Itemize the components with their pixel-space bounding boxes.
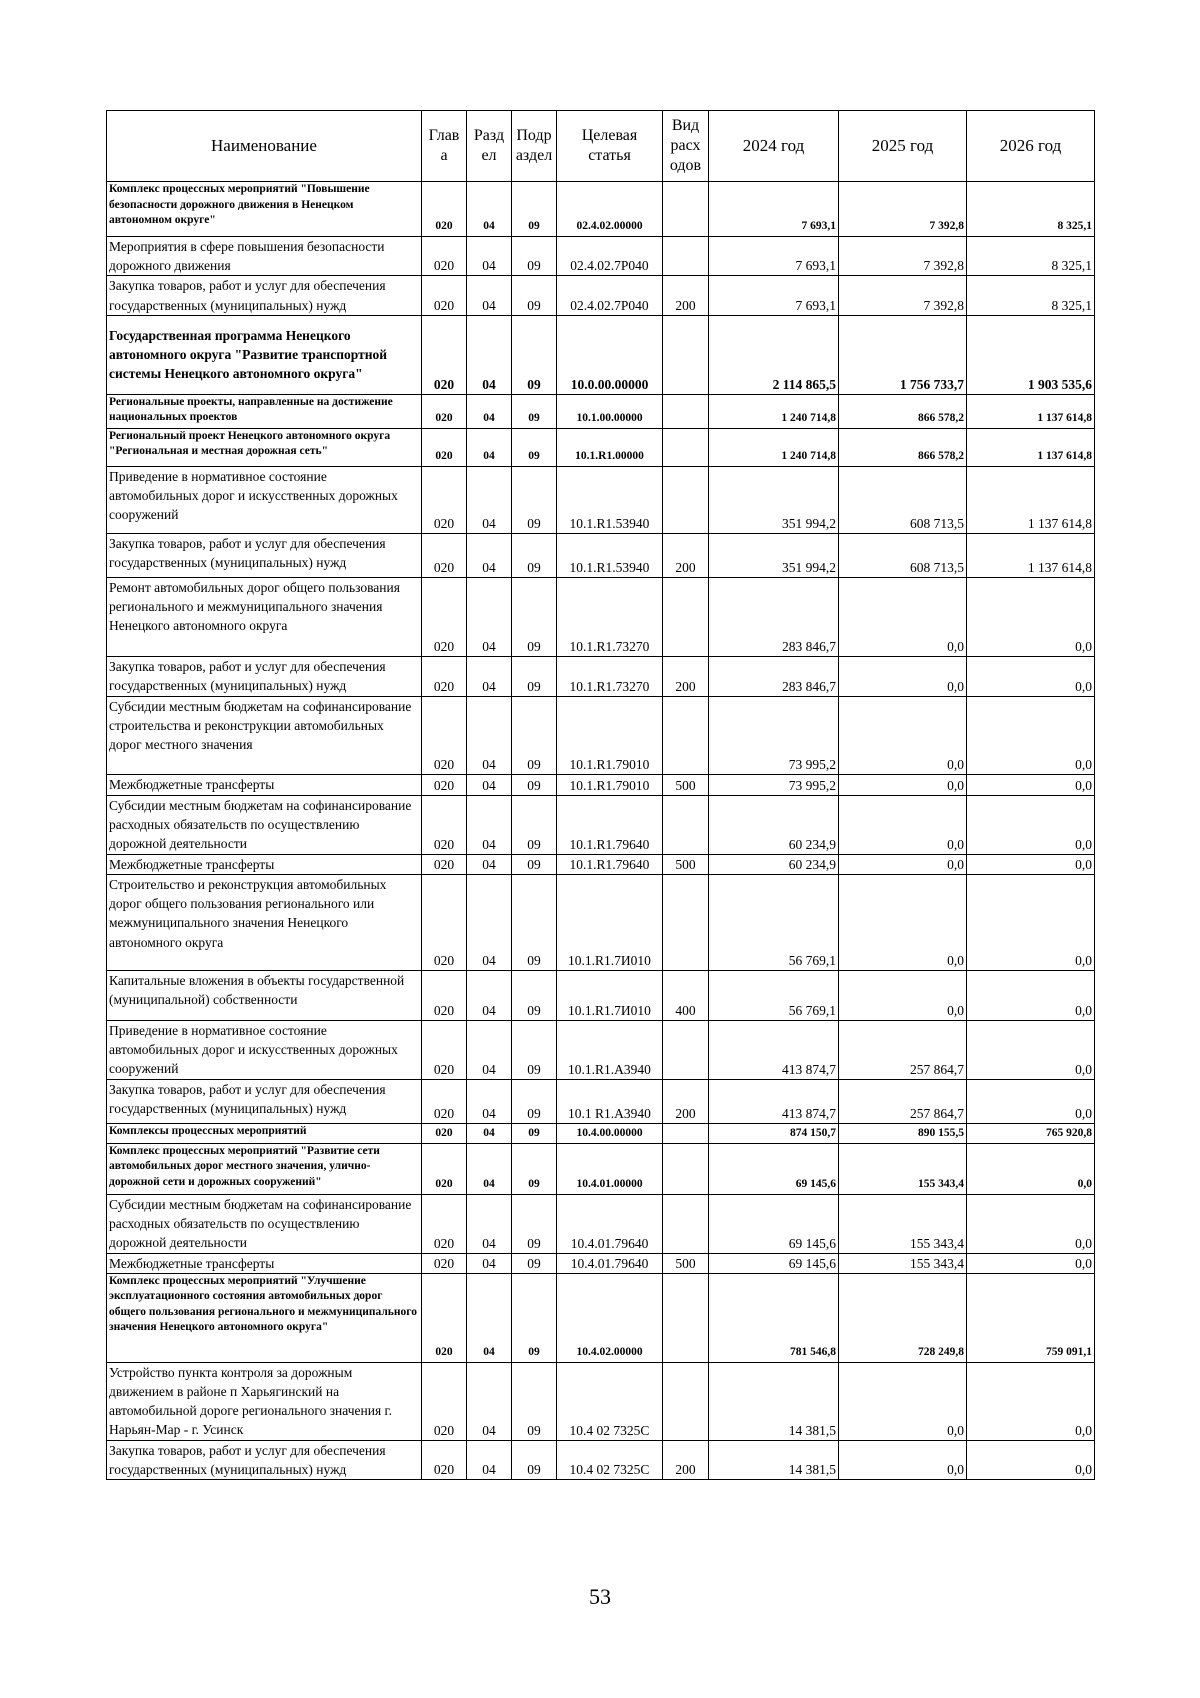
header-2024: 2024 год xyxy=(709,111,839,182)
row-2025: 7 392,8 xyxy=(839,237,967,276)
row-glava: 020 xyxy=(422,428,467,466)
row-2025: 728 249,8 xyxy=(839,1273,967,1362)
row-podrazdel: 09 xyxy=(512,1362,557,1440)
row-podrazdel: 09 xyxy=(512,1123,557,1143)
row-2025: 155 343,4 xyxy=(839,1194,967,1253)
row-podrazdel: 09 xyxy=(512,466,557,533)
header-name: Наименование xyxy=(107,111,422,182)
row-podrazdel: 09 xyxy=(512,1021,557,1080)
row-glava: 020 xyxy=(422,696,467,774)
row-name: Мероприятия в сфере повышения безопасности дорожного движения xyxy=(107,237,422,276)
row-name: Ремонт автомобильных дорог общего пользования регионального и межмуниципального значения Ненецкого автономного округа xyxy=(107,577,422,656)
table-row xyxy=(107,875,1095,971)
row-name: Приведение в нормативное состояние автомобильных дорог и искусственных дорожных сооружений xyxy=(107,1021,422,1080)
row-vid xyxy=(663,1362,709,1440)
row-2026: 1 137 614,8 xyxy=(967,428,1095,466)
row-podrazdel: 09 xyxy=(512,696,557,774)
row-vid xyxy=(663,875,709,971)
row-name: Капитальные вложения в объекты государственной (муниципальной) собственности xyxy=(107,971,422,1021)
row-name: Комплекс процессных мероприятий "Улучшение эксплуатационного состояния автомобильных дорог общего пользования регионального и межмуниципального значения Ненецкого автономного округа" xyxy=(107,1273,422,1362)
row-vid xyxy=(663,1273,709,1362)
row-2025: 0,0 xyxy=(839,656,967,696)
row-target: 10.1.R1.00000 xyxy=(557,428,663,466)
row-2026: 759 091,1 xyxy=(967,1273,1095,1362)
row-2026: 1 903 535,6 xyxy=(967,315,1095,394)
row-vid: 500 xyxy=(663,774,709,795)
row-name: Межбюджетные трансферты xyxy=(107,774,422,795)
row-2026: 0,0 xyxy=(967,1440,1095,1479)
table-row xyxy=(107,1362,1095,1440)
row-podrazdel: 09 xyxy=(512,1440,557,1479)
row-target: 10.4.00.00000 xyxy=(557,1123,663,1143)
row-2025: 155 343,4 xyxy=(839,1253,967,1273)
row-glava: 020 xyxy=(422,1440,467,1479)
row-name: Закупка товаров, работ и услуг для обеспечения государственных (муниципальных) нужд xyxy=(107,1079,422,1123)
row-vid: 200 xyxy=(663,656,709,696)
row-2026: 0,0 xyxy=(967,1079,1095,1123)
row-2026: 8 325,1 xyxy=(967,182,1095,237)
row-razdel: 04 xyxy=(467,1253,512,1273)
row-name: Межбюджетные трансферты xyxy=(107,1253,422,1273)
budget-table xyxy=(106,110,1095,1480)
row-glava: 020 xyxy=(422,533,467,577)
row-vid: 200 xyxy=(663,276,709,315)
row-name: Региональный проект Ненецкого автономного округа "Региональная и местная дорожная сеть" xyxy=(107,428,422,466)
row-vid: 500 xyxy=(663,854,709,874)
row-podrazdel: 09 xyxy=(512,1253,557,1273)
row-target: 10.1.R1.73270 xyxy=(557,577,663,656)
row-2025: 155 343,4 xyxy=(839,1143,967,1194)
row-target: 10.4 02 7325С xyxy=(557,1362,663,1440)
row-target: 02.4.02.00000 xyxy=(557,182,663,237)
row-vid xyxy=(663,394,709,428)
row-razdel: 04 xyxy=(467,182,512,237)
table-row xyxy=(107,315,1095,394)
row-razdel: 04 xyxy=(467,276,512,315)
row-2026: 0,0 xyxy=(967,1194,1095,1253)
row-2024: 69 145,6 xyxy=(709,1194,839,1253)
row-name: Межбюджетные трансферты xyxy=(107,854,422,874)
row-target: 02.4.02.7Р040 xyxy=(557,276,663,315)
row-2025: 866 578,2 xyxy=(839,394,967,428)
row-name: Комплексы процессных мероприятий xyxy=(107,1123,422,1143)
table-row xyxy=(107,774,1095,795)
table-row xyxy=(107,971,1095,1021)
row-razdel: 04 xyxy=(467,1021,512,1080)
table-row xyxy=(107,394,1095,428)
table-row xyxy=(107,795,1095,854)
row-glava: 020 xyxy=(422,1123,467,1143)
row-razdel: 04 xyxy=(467,428,512,466)
row-razdel: 04 xyxy=(467,656,512,696)
row-2025: 7 392,8 xyxy=(839,276,967,315)
row-2025: 0,0 xyxy=(839,971,967,1021)
row-2024: 60 234,9 xyxy=(709,854,839,874)
row-glava: 020 xyxy=(422,466,467,533)
row-glava: 020 xyxy=(422,1194,467,1253)
table-row xyxy=(107,656,1095,696)
row-vid xyxy=(663,315,709,394)
row-name: Государственная программа Ненецкого автономного округа "Развитие транспортной системы Ненецкого автономного округа" xyxy=(107,315,422,394)
table-row xyxy=(107,1194,1095,1253)
row-target: 10.1.R1.79640 xyxy=(557,854,663,874)
row-podrazdel: 09 xyxy=(512,875,557,971)
header-razdel: Разд ел xyxy=(467,111,512,182)
row-2025: 7 392,8 xyxy=(839,182,967,237)
row-glava: 020 xyxy=(422,182,467,237)
table-row xyxy=(107,696,1095,774)
row-razdel: 04 xyxy=(467,1123,512,1143)
row-2025: 0,0 xyxy=(839,1440,967,1479)
row-glava: 020 xyxy=(422,875,467,971)
row-2025: 890 155,5 xyxy=(839,1123,967,1143)
row-podrazdel: 09 xyxy=(512,1143,557,1194)
row-name: Устройство пункта контроля за дорожным движением в районе п Харьягинский на автомобильной дороге регионального значения г. Нарьян-Мар - г. Усинск xyxy=(107,1362,422,1440)
row-2025: 257 864,7 xyxy=(839,1079,967,1123)
row-glava: 020 xyxy=(422,774,467,795)
row-vid: 200 xyxy=(663,1079,709,1123)
row-vid: 500 xyxy=(663,1253,709,1273)
row-podrazdel: 09 xyxy=(512,1079,557,1123)
row-glava: 020 xyxy=(422,971,467,1021)
row-2025: 608 713,5 xyxy=(839,533,967,577)
row-target: 10.1.R1.А3940 xyxy=(557,1021,663,1080)
row-2026: 1 137 614,8 xyxy=(967,394,1095,428)
row-podrazdel: 09 xyxy=(512,394,557,428)
row-2026: 1 137 614,8 xyxy=(967,533,1095,577)
row-2026: 1 137 614,8 xyxy=(967,466,1095,533)
row-podrazdel: 09 xyxy=(512,1194,557,1253)
row-podrazdel: 09 xyxy=(512,971,557,1021)
row-2026: 0,0 xyxy=(967,1253,1095,1273)
row-2026: 0,0 xyxy=(967,774,1095,795)
row-2025: 0,0 xyxy=(839,577,967,656)
row-vid xyxy=(663,795,709,854)
row-name: Строительство и реконструкция автомобильных дорог общего пользования регионального или межмуниципального значения Ненецкого автономного округа xyxy=(107,875,422,971)
table-row xyxy=(107,428,1095,466)
row-razdel: 04 xyxy=(467,774,512,795)
row-2025: 0,0 xyxy=(839,854,967,874)
row-2026: 0,0 xyxy=(967,795,1095,854)
row-target: 10.1.R1.53940 xyxy=(557,466,663,533)
row-target: 10.1.R1.7И010 xyxy=(557,971,663,1021)
row-2024: 56 769,1 xyxy=(709,971,839,1021)
row-vid: 200 xyxy=(663,1440,709,1479)
row-podrazdel: 09 xyxy=(512,237,557,276)
row-razdel: 04 xyxy=(467,466,512,533)
table-row xyxy=(107,276,1095,315)
row-target: 10.1.R1.79640 xyxy=(557,795,663,854)
row-vid xyxy=(663,466,709,533)
row-podrazdel: 09 xyxy=(512,577,557,656)
table-header-row xyxy=(107,111,1095,182)
header-podrazdel: Подр аздел xyxy=(512,111,557,182)
row-2024: 351 994,2 xyxy=(709,466,839,533)
row-2025: 0,0 xyxy=(839,1362,967,1440)
row-vid xyxy=(663,1194,709,1253)
row-podrazdel: 09 xyxy=(512,182,557,237)
row-target: 10.4.02.00000 xyxy=(557,1273,663,1362)
header-2025: 2025 год xyxy=(839,111,967,182)
row-name: Закупка товаров, работ и услуг для обеспечения государственных (муниципальных) нужд xyxy=(107,276,422,315)
row-vid xyxy=(663,577,709,656)
row-target: 10.4.01.79640 xyxy=(557,1253,663,1273)
row-2024: 7 693,1 xyxy=(709,182,839,237)
page-number: 53 xyxy=(589,1584,611,1609)
row-target: 10.1 R1.А3940 xyxy=(557,1079,663,1123)
row-2025: 1 756 733,7 xyxy=(839,315,967,394)
row-2024: 413 874,7 xyxy=(709,1021,839,1080)
row-2026: 0,0 xyxy=(967,875,1095,971)
table-row xyxy=(107,577,1095,656)
row-podrazdel: 09 xyxy=(512,795,557,854)
table-row xyxy=(107,854,1095,874)
header-target: Целевая статья xyxy=(557,111,663,182)
row-podrazdel: 09 xyxy=(512,774,557,795)
row-podrazdel: 09 xyxy=(512,533,557,577)
row-razdel: 04 xyxy=(467,394,512,428)
row-2024: 56 769,1 xyxy=(709,875,839,971)
row-2024: 283 846,7 xyxy=(709,577,839,656)
header-vid: Вид расх одов xyxy=(663,111,709,182)
row-2024: 874 150,7 xyxy=(709,1123,839,1143)
row-target: 10.4 02 7325С xyxy=(557,1440,663,1479)
row-2024: 69 145,6 xyxy=(709,1253,839,1273)
row-vid xyxy=(663,237,709,276)
row-glava: 020 xyxy=(422,656,467,696)
table-row xyxy=(107,533,1095,577)
row-2025: 866 578,2 xyxy=(839,428,967,466)
row-glava: 020 xyxy=(422,1253,467,1273)
row-razdel: 04 xyxy=(467,1440,512,1479)
row-vid xyxy=(663,1143,709,1194)
row-glava: 020 xyxy=(422,276,467,315)
row-vid xyxy=(663,696,709,774)
row-target: 10.1.R1.53940 xyxy=(557,533,663,577)
row-glava: 020 xyxy=(422,577,467,656)
row-name: Комплекс процессных мероприятий "Повышение безопасности дорожного движения в Ненецком автономном округе" xyxy=(107,182,422,237)
row-2024: 1 240 714,8 xyxy=(709,394,839,428)
row-2024: 7 693,1 xyxy=(709,276,839,315)
row-name: Закупка товаров, работ и услуг для обеспечения государственных (муниципальных) нужд xyxy=(107,533,422,577)
row-2024: 2 114 865,5 xyxy=(709,315,839,394)
row-2026: 8 325,1 xyxy=(967,237,1095,276)
table-row xyxy=(107,1079,1095,1123)
row-razdel: 04 xyxy=(467,1194,512,1253)
row-2026: 0,0 xyxy=(967,577,1095,656)
row-2024: 60 234,9 xyxy=(709,795,839,854)
row-razdel: 04 xyxy=(467,1143,512,1194)
row-target: 10.1.R1.79010 xyxy=(557,774,663,795)
row-razdel: 04 xyxy=(467,1079,512,1123)
row-target: 10.0.00.00000 xyxy=(557,315,663,394)
row-podrazdel: 09 xyxy=(512,656,557,696)
row-2026: 0,0 xyxy=(967,656,1095,696)
row-glava: 020 xyxy=(422,1362,467,1440)
row-glava: 020 xyxy=(422,394,467,428)
table-row xyxy=(107,1143,1095,1194)
row-2024: 14 381,5 xyxy=(709,1362,839,1440)
row-2025: 0,0 xyxy=(839,774,967,795)
header-2026: 2026 год xyxy=(967,111,1095,182)
row-2025: 0,0 xyxy=(839,875,967,971)
row-2024: 69 145,6 xyxy=(709,1143,839,1194)
row-vid: 400 xyxy=(663,971,709,1021)
row-2025: 257 864,7 xyxy=(839,1021,967,1080)
row-glava: 020 xyxy=(422,854,467,874)
table-row xyxy=(107,182,1095,237)
row-2026: 0,0 xyxy=(967,971,1095,1021)
row-name: Закупка товаров, работ и услуг для обеспечения государственных (муниципальных) нужд xyxy=(107,1440,422,1479)
table-row xyxy=(107,1253,1095,1273)
row-2025: 0,0 xyxy=(839,696,967,774)
row-name: Приведение в нормативное состояние автомобильных дорог и искусственных дорожных сооружений xyxy=(107,466,422,533)
row-2026: 0,0 xyxy=(967,696,1095,774)
row-vid xyxy=(663,428,709,466)
row-vid: 200 xyxy=(663,533,709,577)
row-razdel: 04 xyxy=(467,533,512,577)
row-target: 10.1.R1.79010 xyxy=(557,696,663,774)
row-2026: 8 325,1 xyxy=(967,276,1095,315)
row-name: Комплекс процессных мероприятий "Развитие сети автомобильных дорог местного значения, улично-дорожной сети и дорожных сооружений" xyxy=(107,1143,422,1194)
row-target: 10.4.01.79640 xyxy=(557,1194,663,1253)
header-glava: Глав а xyxy=(422,111,467,182)
row-2026: 0,0 xyxy=(967,1143,1095,1194)
row-2024: 73 995,2 xyxy=(709,774,839,795)
row-vid xyxy=(663,1021,709,1080)
row-name: Закупка товаров, работ и услуг для обеспечения государственных (муниципальных) нужд xyxy=(107,656,422,696)
row-razdel: 04 xyxy=(467,971,512,1021)
row-2024: 283 846,7 xyxy=(709,656,839,696)
row-target: 10.1.00.00000 xyxy=(557,394,663,428)
row-2024: 351 994,2 xyxy=(709,533,839,577)
row-razdel: 04 xyxy=(467,577,512,656)
row-razdel: 04 xyxy=(467,795,512,854)
row-target: 10.1.R1.73270 xyxy=(557,656,663,696)
row-podrazdel: 09 xyxy=(512,428,557,466)
row-2026: 0,0 xyxy=(967,854,1095,874)
row-target: 10.4.01.00000 xyxy=(557,1143,663,1194)
row-2024: 7 693,1 xyxy=(709,237,839,276)
row-2026: 765 920,8 xyxy=(967,1123,1095,1143)
row-razdel: 04 xyxy=(467,854,512,874)
table-body xyxy=(107,182,1095,1480)
row-name: Субсидии местным бюджетам на софинансирование строительства и реконструкции автомобильных дорог местного значения xyxy=(107,696,422,774)
row-2024: 413 874,7 xyxy=(709,1079,839,1123)
row-2025: 0,0 xyxy=(839,795,967,854)
row-vid xyxy=(663,1123,709,1143)
row-glava: 020 xyxy=(422,1273,467,1362)
row-2024: 1 240 714,8 xyxy=(709,428,839,466)
row-razdel: 04 xyxy=(467,315,512,394)
row-podrazdel: 09 xyxy=(512,854,557,874)
row-razdel: 04 xyxy=(467,1362,512,1440)
row-2026: 0,0 xyxy=(967,1021,1095,1080)
row-2024: 73 995,2 xyxy=(709,696,839,774)
row-vid xyxy=(663,182,709,237)
row-name: Региональные проекты, направленные на достижение национальных проектов xyxy=(107,394,422,428)
row-2026: 0,0 xyxy=(967,1362,1095,1440)
row-target: 10.1.R1.7И010 xyxy=(557,875,663,971)
row-2024: 781 546,8 xyxy=(709,1273,839,1362)
row-glava: 020 xyxy=(422,237,467,276)
table-row xyxy=(107,237,1095,276)
table-row xyxy=(107,1273,1095,1362)
row-podrazdel: 09 xyxy=(512,1273,557,1362)
row-2024: 14 381,5 xyxy=(709,1440,839,1479)
row-podrazdel: 09 xyxy=(512,315,557,394)
row-razdel: 04 xyxy=(467,237,512,276)
table-row xyxy=(107,1440,1095,1479)
table-row xyxy=(107,1021,1095,1080)
row-glava: 020 xyxy=(422,795,467,854)
row-razdel: 04 xyxy=(467,696,512,774)
table-row xyxy=(107,466,1095,533)
row-podrazdel: 09 xyxy=(512,276,557,315)
row-target: 02.4.02.7Р040 xyxy=(557,237,663,276)
row-razdel: 04 xyxy=(467,875,512,971)
row-glava: 020 xyxy=(422,1079,467,1123)
row-name: Субсидии местным бюджетам на софинансирование расходных обязательств по осуществлению дорожной деятельности xyxy=(107,795,422,854)
row-name: Субсидии местным бюджетам на софинансирование расходных обязательств по осуществлению дорожной деятельности xyxy=(107,1194,422,1253)
table-row xyxy=(107,1123,1095,1143)
row-glava: 020 xyxy=(422,315,467,394)
row-glava: 020 xyxy=(422,1021,467,1080)
row-glava: 020 xyxy=(422,1143,467,1194)
row-razdel: 04 xyxy=(467,1273,512,1362)
row-2025: 608 713,5 xyxy=(839,466,967,533)
